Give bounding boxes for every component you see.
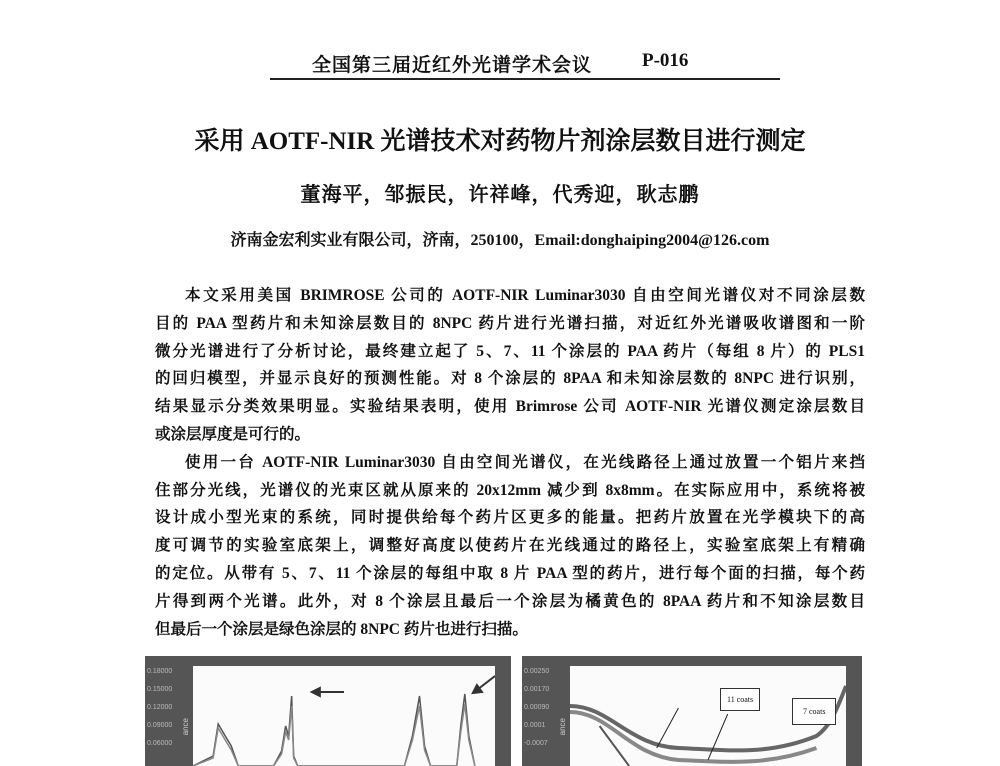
text-line: 使用一台 AOTF-NIR Luminar3030 自由空间光谱仪，在光线路径上通过放置一个铝片来挡 [185, 453, 865, 471]
spectrum-lines [193, 666, 495, 766]
text-line: 度可调节的实验室底架上，调整好高度以使药片在光线通过的路径上，实验室底架上有精确 [155, 537, 865, 555]
annotation-7-coats: 7 coats [792, 698, 836, 725]
text-line: 的回归模型，并显示良好的预测性能。对 8 个涂层的 8PAA 和未知涂层数的 8NPC 进行识别， [155, 370, 865, 388]
text-line: 或涂层厚度是可行的。 [155, 425, 311, 443]
abstract-body [155, 282, 865, 643]
conference-name: 全国第三届近红外光谱学术会议 [312, 55, 593, 76]
y-tick-label: 0.06000 [147, 740, 173, 747]
annotation-11-coats: 11 coats [720, 688, 760, 711]
plot-area [193, 666, 495, 766]
text-line: 但最后一个涂层是绿色涂层的 8NPC 药片也进行扫描。 [155, 620, 528, 638]
text-line: 的定位。从带有 5、7、11 个涂层的每组中取 8 片 PAA 型的药片，进行每个面的扫描，每个药 [155, 564, 865, 582]
text-line: 微分光谱进行了分析讨论，最终建立起了 5、7、11 个涂层的 PAA 药片（每组 8 片）的 PLS1 [155, 342, 865, 360]
y-tick-label: 0.0001 [524, 722, 546, 729]
y-tick-label: -0.0007 [524, 740, 548, 747]
y-tick-label: 0.15000 [147, 686, 173, 693]
text-line: 住部分光线，光谱仪的光束区就从原来的 20x12mm 减少到 8x8mm。在实际应用中，系统将被 [155, 481, 865, 499]
affiliation: 济南金宏利实业有限公司，济南，250100，Email:donghaiping2004@126.com [230, 232, 770, 249]
y-tick-label: 0.00250 [524, 668, 550, 675]
y-tick-label: 0.09000 [147, 722, 173, 729]
text-line: 片得到两个光谱。此外，对 8 个涂层且最后一个涂层为橘黄色的 8PAA 药片和不知涂层数目 [155, 592, 865, 610]
paper-title: 采用 AOTF-NIR 光谱技术对药物片剂涂层数目进行测定 [194, 128, 806, 155]
figure-left-spectrum [145, 656, 511, 766]
y-tick-label: 0.00090 [524, 704, 550, 711]
plot-area [570, 666, 846, 766]
authors: 董海平，邹振民，许祥峰，代秀迎，耿志鹏 [300, 184, 700, 206]
text-line: 结果显示分类效果明显。实验结果表明，使用 Brimrose 公司 AOTF-NIR 光谱仪测定涂层数目 [155, 398, 865, 416]
y-axis-label: ance [558, 718, 567, 736]
text-line: 本文采用美国 BRIMROSE 公司的 AOTF-NIR Luminar3030 自由空间光谱仪对不同涂层数 [185, 287, 865, 304]
y-axis-label: ance [181, 718, 190, 736]
running-header [270, 50, 780, 80]
figure-right-derivative [522, 656, 862, 766]
y-tick-label: 0.12000 [147, 704, 173, 711]
y-tick-label: 0.00170 [524, 686, 550, 693]
y-tick-label: 0.18000 [147, 668, 173, 675]
text-line: 设计成小型光束的系统，同时提供给每个药片区更多的能量。把药片放置在光学模块下的高 [155, 509, 865, 527]
text-line: 目的 PAA 型药片和未知涂层数目的 8NPC 药片进行光谱扫描，对近红外光谱吸收谱图和一阶 [155, 314, 865, 332]
paper-code: P-016 [642, 50, 689, 71]
